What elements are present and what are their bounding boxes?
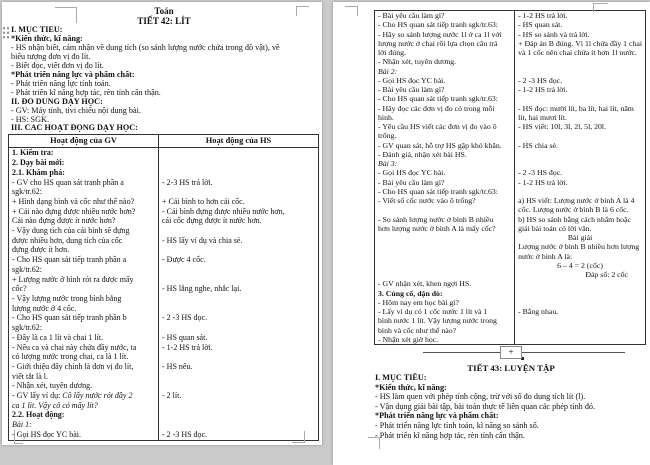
text-line: - Cho HS quan sát tiếp tranh sgk/tr.63:	[378, 186, 498, 196]
text-line	[518, 57, 642, 66]
text-line: - HS quan sát.	[518, 20, 563, 30]
gv-column-cell-p1[interactable]	[9, 148, 159, 439]
text-line: - Cho HS quan sát tiếp tranh phần a	[12, 255, 127, 265]
page-2[interactable]	[333, 2, 650, 465]
table-header-gv: Hoạt động của GV	[9, 135, 159, 148]
text-line: đựng được ít hơn.	[12, 245, 70, 255]
text-line: Bài giải	[567, 233, 593, 242]
table-header-hs: Hoạt động của HS	[159, 135, 318, 148]
text-line	[162, 372, 315, 382]
text-line: viết tắt là l.	[12, 371, 48, 381]
text-line: hình.	[378, 112, 394, 122]
text-line: ca 1 lít. Vậy cô có mấy lít?	[12, 400, 98, 410]
text-line: *Phát triển năng lực và phẩm chất:	[375, 411, 499, 421]
text-line	[378, 242, 511, 251]
text-line: - Bài yêu cầu làm gì?	[378, 177, 445, 187]
lesson-42-objectives	[11, 26, 317, 133]
text-line	[518, 335, 642, 344]
lesson-43-objectives	[375, 373, 647, 440]
text-line: - 2 -3 HS đọc.	[518, 168, 563, 178]
text-line: *Phát triển năng lực và phẩm chất:	[11, 70, 135, 79]
text-line	[162, 226, 315, 236]
text-line: - HS chia sẻ.	[518, 140, 558, 150]
text-line: có lượng nước trong chai, ca là 1 lít.	[12, 352, 129, 362]
text-line	[162, 187, 315, 197]
text-line: sgk/tr.62:	[12, 323, 43, 333]
text-line: - HS quan sát.	[162, 332, 208, 342]
text-line: trống.	[378, 131, 397, 141]
text-line	[518, 159, 642, 168]
text-line: - Được 4 cốc.	[162, 255, 206, 265]
text-line: II. ĐỒ DÙNG DẠY HỌC:	[11, 97, 103, 106]
text-line: - GV nhận xét, khen ngợi HS.	[378, 279, 472, 289]
expand-object-button[interactable]: +	[500, 346, 522, 359]
text-line: Bài 1:	[12, 420, 32, 430]
text-line	[378, 261, 511, 270]
text-line: biểu tượng đơn vị đo lít.	[11, 52, 91, 61]
gv-column-cell-p2[interactable]	[375, 11, 515, 344]
text-line: - Bài yêu cầu làm gì?	[378, 85, 445, 94]
text-line: 1. Kiểm tra:	[12, 148, 54, 158]
text-line: III. CÁC HOẠT ĐỘNG DẠY HỌC:	[11, 124, 138, 133]
text-line	[162, 410, 315, 420]
text-line: cốc?	[12, 284, 27, 294]
text-line: + Cái bình to hơn cái cốc.	[162, 196, 245, 206]
text-line: + Đáp án B đúng. Vì 1l chứa đầy 1 chai	[518, 38, 642, 48]
text-line: - Viết số cốc nước vào ô trống?	[378, 196, 476, 205]
hs-column-cell-p1[interactable]	[159, 148, 318, 439]
text-line: - Bằng nhau.	[518, 307, 559, 316]
lesson-42-title: TIẾT 42: LÍT	[137, 16, 191, 26]
text-line: - Phát triển năng lực tính toán.	[11, 79, 111, 88]
divider-line	[423, 352, 625, 353]
text-line	[162, 323, 315, 333]
text-line: Lượng nước ở bình B nhiều hơn lượng	[518, 242, 640, 252]
text-line	[162, 275, 315, 285]
text-line: - Nhận xét, tuyên dương.	[12, 381, 93, 391]
text-line	[518, 316, 642, 325]
text-line: giải bài toán có lời văn.	[518, 223, 592, 233]
text-line	[162, 401, 315, 411]
text-line	[162, 420, 315, 430]
text-line: lời đúng.	[378, 48, 406, 57]
text-line: - HS: SGK.	[11, 115, 49, 124]
text-line: lượng nước ở 4 cốc.	[12, 303, 77, 313]
text-line: - Cho HS quan sát tiếp tranh sgk/tr.63:	[378, 94, 498, 104]
text-line	[162, 381, 315, 391]
text-line: - Gọi HS đọc YC bài.	[378, 168, 446, 178]
text-line: - Giới thiệu đây chính là đơn vị đo lít,	[12, 361, 134, 371]
text-line: cốc. Lượng nước ở bình B là 6 cốc.	[518, 205, 629, 215]
text-line: - GV cho HS quan sát tranh phần a	[12, 177, 124, 187]
text-line: - Nhận xét, tuyên dương.	[378, 57, 457, 67]
section-divider	[375, 345, 647, 362]
text-line	[162, 245, 315, 255]
text-line: - Hãy so sánh lượng nước 1l ở ca 1l với	[378, 29, 502, 39]
text-line: 2.1. Khám phá:	[12, 167, 65, 177]
text-line: - Vận dụng giải bài tập, bài toán thực tế liên quan các phép tính đó.	[375, 401, 596, 411]
text-line	[518, 150, 642, 159]
text-line: sgk/tr.62:	[12, 264, 43, 274]
text-line: được nhiều hơn, dung tích của cốc	[12, 235, 123, 245]
text-line: - HS lắng nghe, nhắc lại.	[162, 284, 242, 294]
margin-crop-mark	[292, 431, 305, 443]
text-line: - 1-2 HS trả lời.	[162, 342, 213, 352]
text-line: Bài 3:	[378, 159, 398, 168]
text-line: - 2 -3 HS đọc.	[162, 429, 208, 439]
dot-grid-handle-icon	[2, 26, 10, 39]
text-line	[518, 67, 642, 76]
text-line	[518, 298, 642, 307]
text-line: - GV lấy ví dụ: Cô lấy nước rót đầy 2	[12, 391, 133, 401]
text-line	[162, 148, 315, 158]
text-line: lượng nước ở chai rồi lựa chọn câu trả	[378, 38, 498, 48]
text-line: Cái nào đựng được ít nước hơn?	[12, 216, 116, 226]
text-line: *Kiến thức, kĩ năng:	[11, 34, 83, 43]
text-line	[162, 304, 315, 314]
text-line: - 2-3 HS trả lời.	[162, 177, 213, 187]
text-line	[378, 270, 511, 279]
page-1[interactable]	[2, 2, 322, 445]
text-line: - Cho HS quan sát tiếp tranh sgk/tr.63:	[378, 20, 498, 30]
text-line: lít, hai mươi lít.	[518, 112, 567, 122]
text-line: - HS đọc: mười lít, ba lít, hai lít, năm	[518, 103, 634, 113]
text-line: 2.2. Hoạt động:	[12, 410, 65, 420]
text-line: - Lấy ví dụ có 1 cốc nước 1 lít và 1	[378, 307, 488, 316]
text-line: - Đây là ca 1 lít và chai 1 lít.	[12, 332, 104, 342]
margin-crop-mark	[55, 7, 77, 23]
text-line: cái cốc đựng được ít nước hơn.	[162, 216, 262, 226]
text-line: I. MỤC TIÊU:	[375, 373, 427, 382]
text-line	[162, 168, 315, 178]
text-line: a) HS viết: Lượng nước ở bình A là 4	[518, 196, 635, 205]
text-line: *Kiến thức, kĩ năng:	[375, 382, 447, 392]
text-line	[378, 252, 511, 261]
lesson-subject-title: Toán	[154, 6, 174, 16]
text-line: nước ở bình A là:	[518, 251, 573, 261]
text-line: - HS lấy ví dụ và chia sẻ.	[162, 235, 243, 245]
text-line: - Vậy dung tích của cái bình sẽ đựng	[12, 226, 130, 236]
text-line: - Phát triển năng lực tính toán, kĩ năng so sánh số.	[375, 420, 539, 430]
activities-table-p1	[8, 134, 319, 440]
text-line: bình nước 1 lít. Vậy lượng nước trong	[378, 316, 497, 326]
text-line: - Cái bình đựng được nhiều nước hơn,	[162, 206, 285, 216]
text-line: - Phát triển kĩ năng hợp tác, rèn tính cẩn thận.	[11, 88, 161, 97]
text-line: - Biết đọc, viết đơn vị đo lít.	[11, 61, 104, 70]
text-line: + Cái nào đựng được nhiều nước hơn?	[12, 206, 136, 216]
text-line: - 1-2 HS trả lời.	[518, 177, 568, 187]
text-line: Đáp số: 2 cốc	[585, 270, 628, 279]
text-line: - Gọi HS đọc YC bài.	[378, 75, 446, 85]
text-line	[518, 326, 642, 335]
text-line: - Vậy lượng nước trong bình bằng	[12, 293, 122, 303]
text-line: - 1-2 HS trả lời.	[518, 85, 568, 94]
text-line: - HS làm quen với phép tính cộng, trừ với số đo dung tích lít (l).	[375, 392, 586, 402]
text-line: I. MỤC TIÊU:	[11, 26, 63, 34]
text-line: bình và cốc như thế nào?	[378, 325, 457, 335]
text-line: - HS nêu.	[162, 361, 193, 371]
text-line: - Gọi HS đọc YC bài.	[12, 429, 82, 439]
text-line: Bài 2:	[378, 66, 398, 76]
text-line	[162, 352, 315, 362]
margin-crop-mark	[593, 3, 608, 12]
text-line: - Đánh giá, nhận xét bài HS.	[378, 149, 467, 159]
text-line: - 2 lít.	[162, 391, 182, 401]
text-line: - 2 -3 HS đọc.	[162, 313, 208, 323]
text-line: + Hình dạng bình và cốc như thế nào?	[12, 196, 135, 206]
text-line: 2. Dạy bài mới:	[12, 158, 65, 168]
margin-crop-mark	[296, 6, 309, 16]
text-line: b) HS so sánh bằng cách nhẩm hoặc	[518, 214, 631, 224]
activities-table-header-row	[9, 135, 318, 148]
text-line: - Phát triển kĩ năng hợp tác, rèn tính cẩn thận.	[375, 430, 525, 440]
text-line	[518, 131, 642, 140]
text-line: - HS so sánh và trả lời.	[518, 29, 590, 39]
activities-table-p2	[374, 10, 646, 345]
text-line: - Yêu cầu HS viết các đơn vị đo vào ô	[378, 122, 497, 131]
text-line: - Cho HS quan sát tiếp tranh phần b	[12, 313, 127, 323]
text-line: - HS viết: 10l, 3l, 2l, 5l, 20l.	[518, 122, 607, 131]
text-line: - So sánh lượng nước ở bình B nhiều	[378, 214, 494, 224]
text-line: - HS nhận biết, cảm nhận về dung tích (so sánh lượng nước chứa trong đồ vật), về	[11, 43, 280, 52]
text-line: - 2 -3 HS đọc.	[518, 75, 563, 85]
text-line: - 1-2 HS trả lời.	[518, 11, 568, 20]
text-line: - Nhận xét giờ học.	[378, 334, 439, 344]
text-line	[162, 265, 315, 275]
text-line: hơn lượng nước ở bình A là mấy cốc?	[378, 223, 496, 233]
text-line: - GV quan sát, hỗ trợ HS gặp khó khăn.	[378, 140, 502, 150]
text-line	[518, 187, 642, 196]
text-line	[378, 233, 511, 242]
margin-crop-mark	[14, 430, 23, 444]
text-line: - Hôm nay em học bài gì?	[378, 297, 459, 307]
text-line	[162, 158, 315, 168]
text-line: sgk/tr.62:	[12, 187, 43, 197]
text-line: - Nếu ca và chai này chứa đầy nước, ta	[12, 342, 137, 352]
hs-column-cell-p2[interactable]	[515, 11, 645, 344]
text-line: + Lượng nước ở bình rót ra được mấy	[12, 274, 134, 284]
text-line	[162, 294, 315, 304]
text-line: 3. Củng cố, dặn dò:	[378, 288, 443, 298]
margin-crop-mark	[345, 6, 358, 16]
text-line	[518, 289, 642, 298]
text-line: - Bài yêu cầu làm gì?	[378, 11, 445, 20]
text-line: 6 – 4 = 2 (cốc)	[557, 260, 603, 270]
margin-crop-mark	[368, 437, 380, 449]
text-line: - GV: Máy tính, tivi chiếu nội dung bài.	[11, 106, 141, 115]
lesson-43-title: TIẾT 43: LUYỆN TẬP	[467, 363, 555, 373]
text-line	[518, 94, 642, 103]
text-line	[518, 279, 642, 288]
text-line: - Hãy đọc các đơn vị đo có trong mỗi	[378, 103, 495, 113]
text-line	[378, 205, 511, 214]
text-line: và 1 cốc nên chai chứa ít hơn 1l nước.	[518, 48, 637, 57]
